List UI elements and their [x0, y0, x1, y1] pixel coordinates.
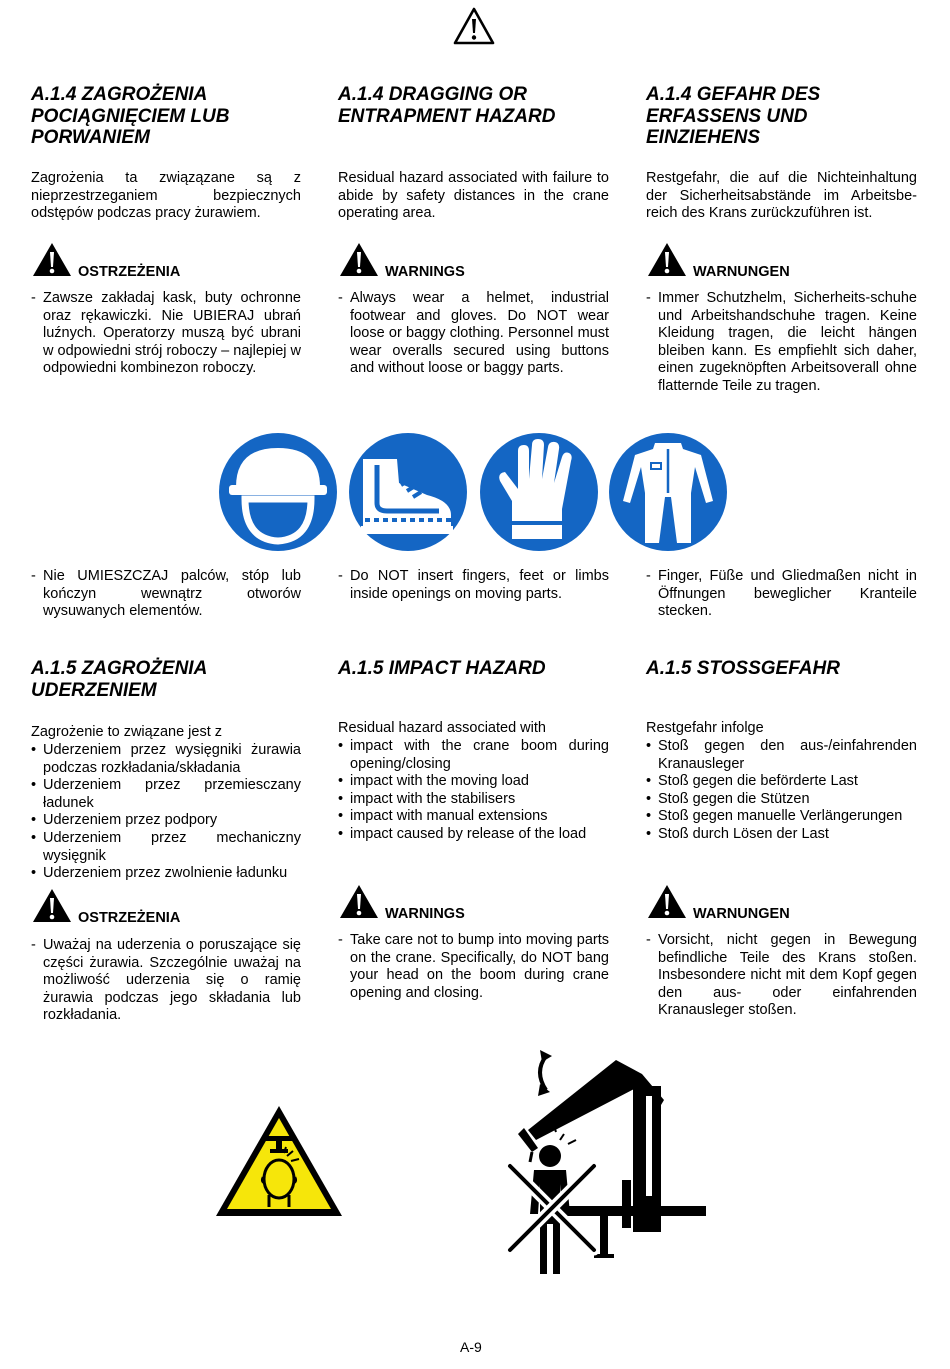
overalls-icon — [607, 431, 729, 553]
section-title-pl: A.1.5 ZAGROŻENIA UDERZENIEM — [31, 658, 207, 701]
section-title-en: A.1.5 IMPACT HAZARD — [338, 658, 546, 679]
warning-list-de — [646, 290, 917, 396]
warning-triangle-icon — [338, 241, 380, 278]
warning-label-de: WARNUNGEN — [693, 264, 790, 280]
list-item: • impact with the moving load — [338, 773, 609, 791]
note-list-en — [338, 568, 609, 603]
list-item: • Stoß durch Lösen der Last — [646, 826, 917, 844]
intro-text-en: Residual hazard associated with — [338, 720, 546, 736]
intro-text-de: Restgefahr infolge — [646, 720, 764, 736]
glove-icon — [478, 431, 600, 553]
warning-triangle-icon — [646, 883, 688, 920]
warning-label-en: WARNINGS — [385, 906, 465, 922]
section-title-en: A.1.4 DRAGGING OR ENTRAPMENT HAZARD — [338, 84, 556, 127]
note-list-pl — [31, 568, 301, 621]
warning-text-en: - Always wear a helmet, industrial footwear and gloves. Do NOT wear loose or baggy clothing. Personnel must wear overalls secured using buttons and without loose or baggy parts. — [338, 290, 609, 378]
section-title-pl: A.1.4 ZAGROŻENIA POCIĄGNIĘCIEM LUB PORWANIEM — [31, 84, 230, 148]
list-item: • Uderzeniem przez wysięgniki żurawia podczas rozkładania/składania — [31, 742, 301, 777]
hazard-list-pl — [31, 742, 301, 883]
warning-list-pl — [31, 290, 301, 378]
safety-boot-icon — [347, 431, 469, 553]
list-item: • Stoß gegen die Stützen — [646, 791, 917, 809]
head-impact-hazard-icon — [213, 1103, 345, 1220]
crane-impact-illustration — [498, 1044, 708, 1276]
warning-text-en: - Take care not to bump into moving parts on the crane. Specifically, do NOT bang your head on the boom during crane opening and closing. — [338, 932, 609, 1002]
warning-list-en — [338, 932, 609, 1002]
section-title-de: A.1.4 GEFAHR DES ERFASSENS UND EINZIEHENS — [646, 84, 821, 148]
warning-label-pl: OSTRZEŻENIA — [78, 910, 181, 926]
warning-text-de: - Immer Schutzhelm, Sicherheits-schuhe und Arbeitshandschuhe tragen. Keine Kleidung tragen, die leicht hängen bleiben kann. Es empfiehlt sich daher, einen zugeknöpften Arbeitsoverall ohne flatternde Teile zu tragen. — [646, 290, 917, 396]
list-item: • Uderzeniem przez mechaniczny wysięgnik — [31, 830, 301, 865]
section-title-de: A.1.5 STOSSGEFAHR — [646, 658, 840, 679]
intro-text-en: Residual hazard associated with failure to abide by safety distances in the crane operating area. — [338, 170, 609, 222]
warning-triangle-icon — [646, 241, 688, 278]
list-item: • Stoß gegen manuelle Verlängerungen — [646, 808, 917, 826]
warning-label-pl: OSTRZEŻENIA — [78, 264, 181, 280]
note-text-de: - Finger, Füße und Gliedmaßen nicht in Öffnungen beweglicher Kranteile stecken. — [646, 568, 917, 621]
warning-label-en: WARNINGS — [385, 264, 465, 280]
warning-text-de: - Vorsicht, nicht gegen in Bewegung befindliche Teile des Krans stoßen. Insbesondere nicht mit dem Kopf gegen den aus- oder einfahrenden Kranausleger stoßen. — [646, 932, 917, 1020]
list-item: • impact with manual extensions — [338, 808, 609, 826]
hazard-list-de — [646, 738, 917, 844]
page-number: A-9 — [460, 1339, 482, 1355]
helmet-icon — [217, 431, 339, 553]
list-item: • impact caused by release of the load — [338, 826, 609, 844]
intro-text-pl: Zagrożenie to związane jest z — [31, 724, 223, 740]
note-text-pl: - Nie UMIESZCZAJ palców, stóp lub kończyn wewnątrz otworów wysuwanych elementów. — [31, 568, 301, 621]
warning-list-de — [646, 932, 917, 1020]
note-text-en: - Do NOT insert fingers, feet or limbs inside openings on moving parts. — [338, 568, 609, 603]
list-item: • Uderzeniem przez przemiesczany ładunek — [31, 777, 301, 812]
list-item: • Uderzeniem przez zwolnienie ładunku — [31, 865, 301, 883]
hazard-list-en — [338, 738, 609, 844]
list-item: • Stoß gegen den aus-/einfahrenden Kranausleger — [646, 738, 917, 773]
list-item: • Uderzeniem przez podpory — [31, 812, 301, 830]
list-item: • impact with the stabilisers — [338, 791, 609, 809]
warning-triangle-icon — [31, 241, 73, 278]
warning-text-pl: - Zawsze zakładaj kask, buty ochronne oraz rękawiczki. Nie UBIERAJ ubrań luźnych. Operatorzy muszą być ubrani w odpowiedni strój roboczy – najlepiej w odpowiedni kombinezon roboczy. — [31, 290, 301, 378]
list-item: • Stoß gegen die beförderte Last — [646, 773, 917, 791]
warning-text-pl: - Uważaj na uderzenia o poruszające się części żurawia. Szczególnie uważaj na możliwość uderzenia się o ramię żurawia podczas jego składania lub rozkładania. — [31, 937, 301, 1025]
warning-triangle-icon — [452, 6, 496, 46]
warning-triangle-icon — [338, 883, 380, 920]
warning-list-pl — [31, 937, 301, 1025]
intro-text-de: Restgefahr, die auf die Nichteinhaltung der Sicherheitsabstände im Arbeitsbe-reich des Krans zurückzuführen ist. — [646, 170, 917, 222]
warning-label-de: WARNUNGEN — [693, 906, 790, 922]
list-item: • impact with the crane boom during opening/closing — [338, 738, 609, 773]
warning-list-en — [338, 290, 609, 378]
note-list-de — [646, 568, 917, 621]
warning-triangle-icon — [31, 887, 73, 924]
intro-text-pl: Zagrożenia ta związązane są z nieprzestrzeganiem bezpiecznych odstępów podczas pracy żurawiem. — [31, 170, 301, 222]
